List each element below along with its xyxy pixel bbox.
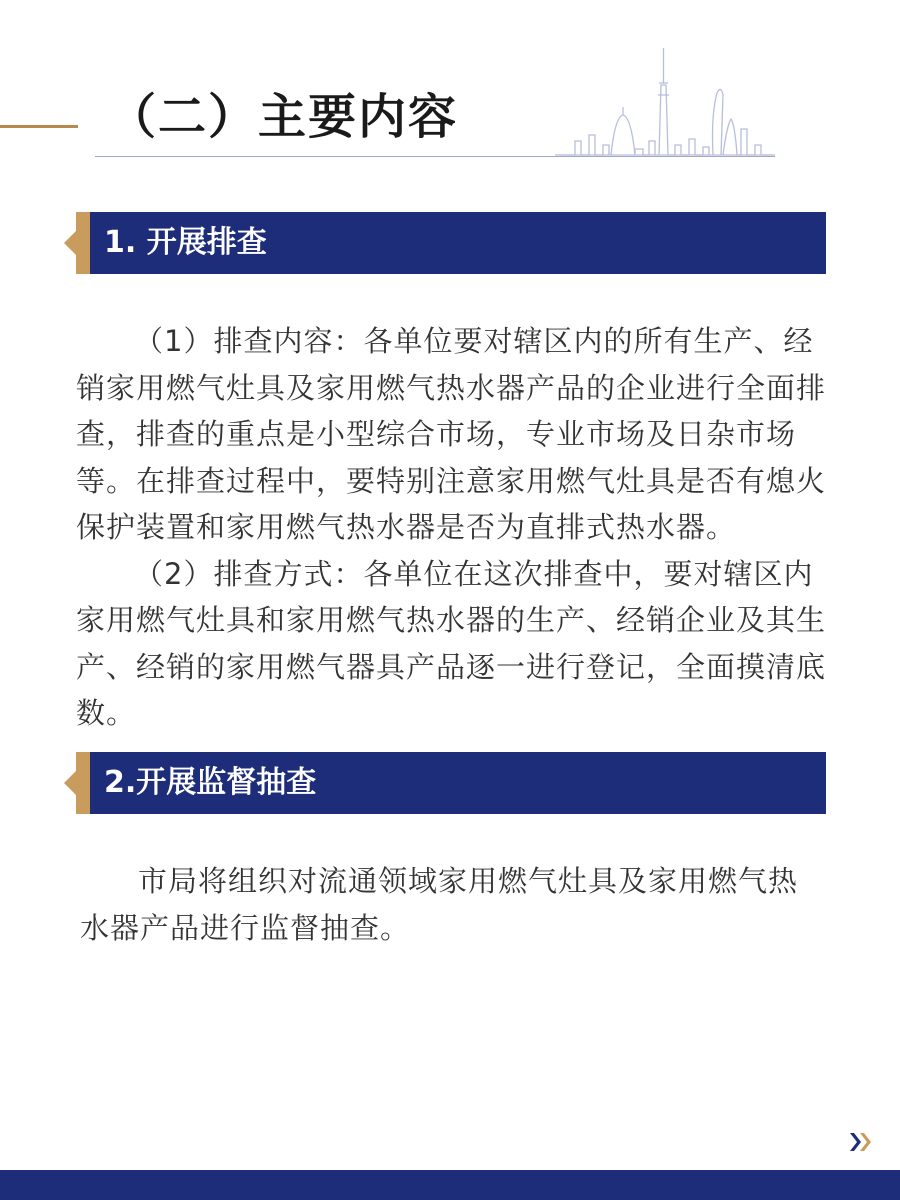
double-chevron-right-icon[interactable] <box>848 1130 874 1154</box>
footer-bar <box>0 1170 900 1200</box>
title-underline <box>95 156 775 157</box>
city-skyline-icon <box>555 45 775 160</box>
gold-accent-strip <box>76 752 90 814</box>
section-heading-2: 2.开展监督抽查 <box>104 765 317 800</box>
paragraph-inspection-content: （1）排查内容：各单位要对辖区内的所有生产、经销家用燃气灶具及家用燃气热水器产品的企业进行全面排查，排查的重点是小型综合市场，专业市场及日杂市场等。在排查过程中，要特别注意家用燃气灶具是否有熄火保护装置和家用燃气热水器是否为直排式热水器。 <box>76 324 827 544</box>
gold-arrow-marker <box>64 771 76 795</box>
paragraph-supervision: 市局将组织对流通领域家用燃气灶具及家用燃气热水器产品进行监督抽查。 <box>80 864 799 945</box>
header-accent-line <box>0 125 78 128</box>
gold-arrow-marker <box>64 231 76 255</box>
page-title: （二）主要内容 <box>108 89 459 145</box>
section-heading-1: 1. 开展排查 <box>104 225 267 260</box>
section-heading-bar-1 <box>76 212 826 274</box>
section-1-body <box>76 318 826 737</box>
section-2-body <box>80 858 825 951</box>
section-heading-bar-2 <box>76 752 826 814</box>
paragraph-inspection-method: （2）排查方式：各单位在这次排查中，要对辖区内家用燃气灶具和家用燃气热水器的生产、经销企业及其生产、经销的家用燃气器具产品逐一进行登记，全面摸清底数。 <box>76 556 827 730</box>
gold-accent-strip <box>76 212 90 274</box>
